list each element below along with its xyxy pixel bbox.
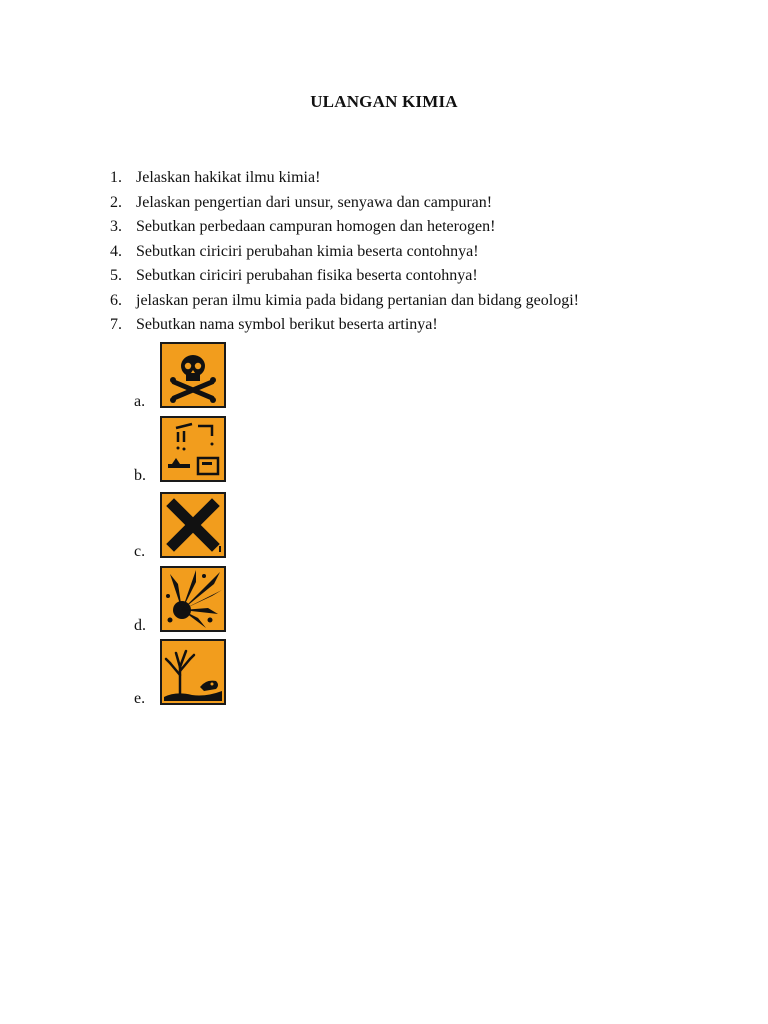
symbol-letter: b.	[134, 467, 146, 484]
question-text: Sebutkan nama symbol berikut beserta artinya!	[136, 316, 438, 333]
question-item: 5. Sebutkan ciriciri perubahan fisika beserta contohnya!	[110, 267, 478, 284]
explosive-icon	[160, 566, 226, 632]
environment-hazard-icon	[160, 639, 226, 705]
symbol-row-a	[134, 340, 234, 410]
symbol-row-d	[134, 564, 234, 634]
question-text: Sebutkan ciriciri perubahan kimia beserta contohnya!	[136, 242, 479, 260]
question-item: 3. Sebutkan perbedaan campuran homogen dan heterogen!	[110, 218, 496, 235]
question-item: 6. jelaskan peran ilmu kimia pada bidang pertanian dan bidang geologi!	[110, 291, 579, 309]
question-item: 2. Jelaskan pengertian dari unsur, senyawa dan campuran!	[110, 193, 493, 211]
symbol-letter: e.	[134, 690, 146, 707]
symbol-letter: d.	[134, 617, 146, 634]
question-text: Jelaskan pengertian dari unsur, senyawa dan campuran!	[136, 193, 493, 211]
symbol-row-c	[134, 490, 234, 560]
question-item: 1. Jelaskan hakikat ilmu kimia!	[110, 169, 321, 186]
symbol-letter: a.	[134, 393, 146, 410]
question-text: Sebutkan perbedaan campuran homogen dan heterogen!	[136, 218, 496, 235]
question-text: jelaskan peran ilmu kimia pada bidang pertanian dan bidang geologi!	[136, 291, 579, 309]
question-item: 7. Sebutkan nama symbol berikut beserta artinya!	[110, 316, 438, 333]
symbol-letter: c.	[134, 543, 146, 560]
symbol-row-e	[134, 637, 234, 707]
toxic-skull-icon	[160, 342, 226, 408]
question-text: Jelaskan hakikat ilmu kimia!	[136, 169, 321, 186]
corrosive-icon	[160, 416, 226, 482]
question-list	[110, 166, 579, 338]
page-title: ULANGAN KIMIA	[310, 92, 458, 111]
question-text: Sebutkan ciriciri perubahan fisika beserta contohnya!	[136, 267, 478, 284]
harmful-x-icon	[160, 492, 226, 558]
question-item: 4. Sebutkan ciriciri perubahan kimia beserta contohnya!	[110, 242, 479, 260]
symbol-row-b	[134, 414, 234, 484]
